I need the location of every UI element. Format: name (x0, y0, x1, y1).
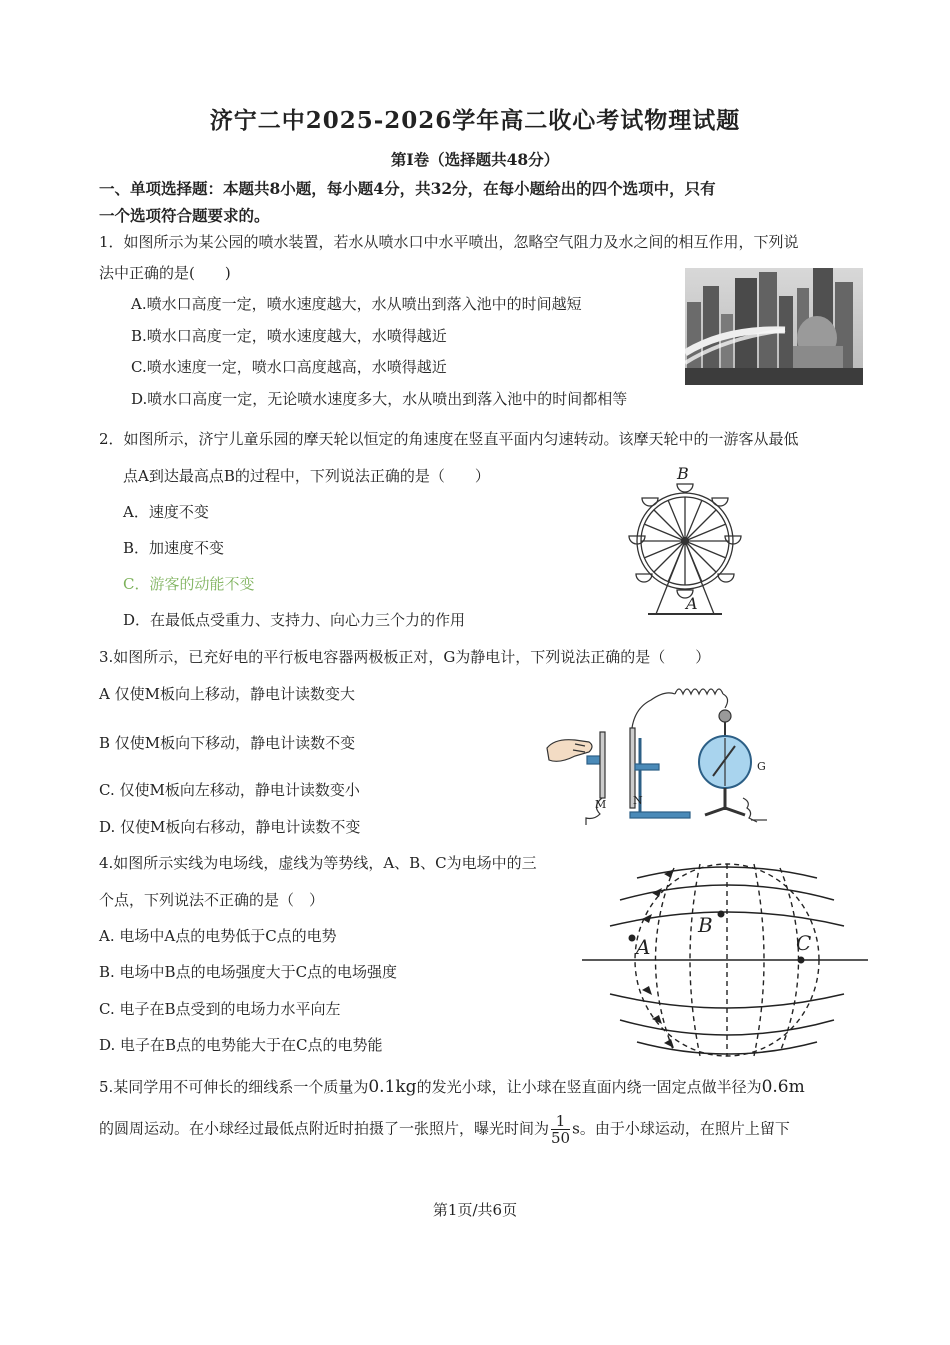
q5-frac-den: 50 (551, 1129, 571, 1147)
q5-mass: 0.1kg (368, 1077, 417, 1097)
part-title: 第Ⅰ卷（选择题共48分） (390, 150, 560, 169)
ferris-wheel-diagram (622, 462, 752, 618)
q5-line2 (99, 1113, 790, 1146)
q4-option-c: C. 电子在B点受到的电场力水平向左 (99, 1000, 341, 1018)
ferris-label-b: B (677, 464, 689, 483)
q2-stem-cont: 点A到达最高点B的过程中，下列说法正确的是（ ） (123, 467, 490, 485)
q5-line1 (99, 1076, 805, 1097)
q4-stem-cont: 个点，下列说法不正确的是（ ） (99, 891, 325, 909)
label-m: M (595, 798, 607, 811)
ferris-label-a: A (686, 594, 698, 613)
q4-stem: 4.如图所示实线为电场线，虚线为等势线，A、B、C为电场中的三 (99, 854, 537, 872)
field-label-b: B (698, 913, 713, 937)
fountain-photo (685, 268, 863, 385)
q1-option-b: B.喷水口高度一定，喷水速度越大，水喷得越近 (131, 327, 447, 345)
q1-option-d: D.喷水口高度一定，无论喷水速度多大，水从喷出到落入池中的时间都相等 (131, 390, 628, 408)
q5-text-c: 的圆周运动。在小球经过最低点附近时拍摄了一张照片，曝光时间为 (99, 1119, 550, 1138)
q4-option-a: A. 电场中A点的电势低于C点的电势 (99, 927, 337, 945)
q1-stem: 1．如图所示为某公园的喷水装置，若水从喷水口中水平喷出，忽略空气阻力及水之间的相互作用，下列说 (99, 233, 799, 251)
q2-stem: 2．如图所示，济宁儿童乐园的摩天轮以恒定的角速度在竖直平面内匀速转动。该摩天轮中的一游客从最低 (99, 430, 799, 448)
field-label-c: C (796, 931, 812, 955)
q1-option-c: C.喷水速度一定，喷水口高度越高，水喷得越近 (131, 358, 447, 376)
q2-option-c: C．游客的动能不变 (123, 575, 255, 593)
q5-unit: s (572, 1119, 580, 1138)
q4-option-b: B. 电场中B点的电场强度大于C点的电场强度 (99, 963, 398, 981)
q2-option-a: A．速度不变 (123, 503, 209, 521)
section1-heading: 一、单项选择题：本题共8小题，每小题4分，共32分，在每小题给出的四个选项中，只有 (99, 179, 716, 198)
q5-frac-num: 1 (551, 1113, 570, 1130)
q2-option-d: D．在最低点受重力、支持力、向心力三个力的作用 (123, 611, 466, 629)
capacitor-electrometer-diagram (545, 680, 775, 825)
electric-field-diagram (582, 862, 872, 1062)
q3-option-a: A 仅使M板向上移动，静电计读数变大 (99, 685, 355, 703)
section1-heading-cont: 一个选项符合题要求的。 (99, 206, 270, 225)
page-title: 济宁二中2025-2026学年高二收心考试物理试题 (209, 107, 741, 134)
q2-option-b: B．加速度不变 (123, 539, 225, 557)
label-n: N (633, 794, 643, 807)
q5-text-a: 5.某同学用不可伸长的细线系一个质量为 (99, 1078, 369, 1096)
q3-stem: 3.如图所示，已充好电的平行板电容器两极板正对，G为静电计，下列说法正确的是（ ） (99, 648, 711, 666)
field-label-a: A (636, 935, 651, 959)
q5-radius: 0.6m (761, 1077, 805, 1097)
q3-option-b: B 仅使M板向下移动，静电计读数不变 (99, 734, 356, 752)
q3-option-d: D. 仅使M板向右移动，静电计读数不变 (99, 818, 361, 836)
q1-option-a: A.喷水口高度一定，喷水速度越大，水从喷出到落入池中的时间越短 (131, 295, 582, 313)
q1-stem-cont: 法中正确的是( ) (99, 264, 231, 282)
q5-text-b: 的发光小球，让小球在竖直面内绕一固定点做半径为 (416, 1078, 762, 1096)
q3-option-c: C. 仅使M板向左移动，静电计读数变小 (99, 781, 360, 799)
label-g: G (757, 760, 766, 773)
q5-text-d: 。由于小球运动，在照片上留下 (579, 1119, 790, 1138)
q4-option-d: D. 电子在B点的电势能大于在C点的电势能 (99, 1036, 383, 1054)
q5-exposure-fraction (551, 1113, 570, 1146)
page-footer: 第1页/共6页 (432, 1201, 518, 1219)
